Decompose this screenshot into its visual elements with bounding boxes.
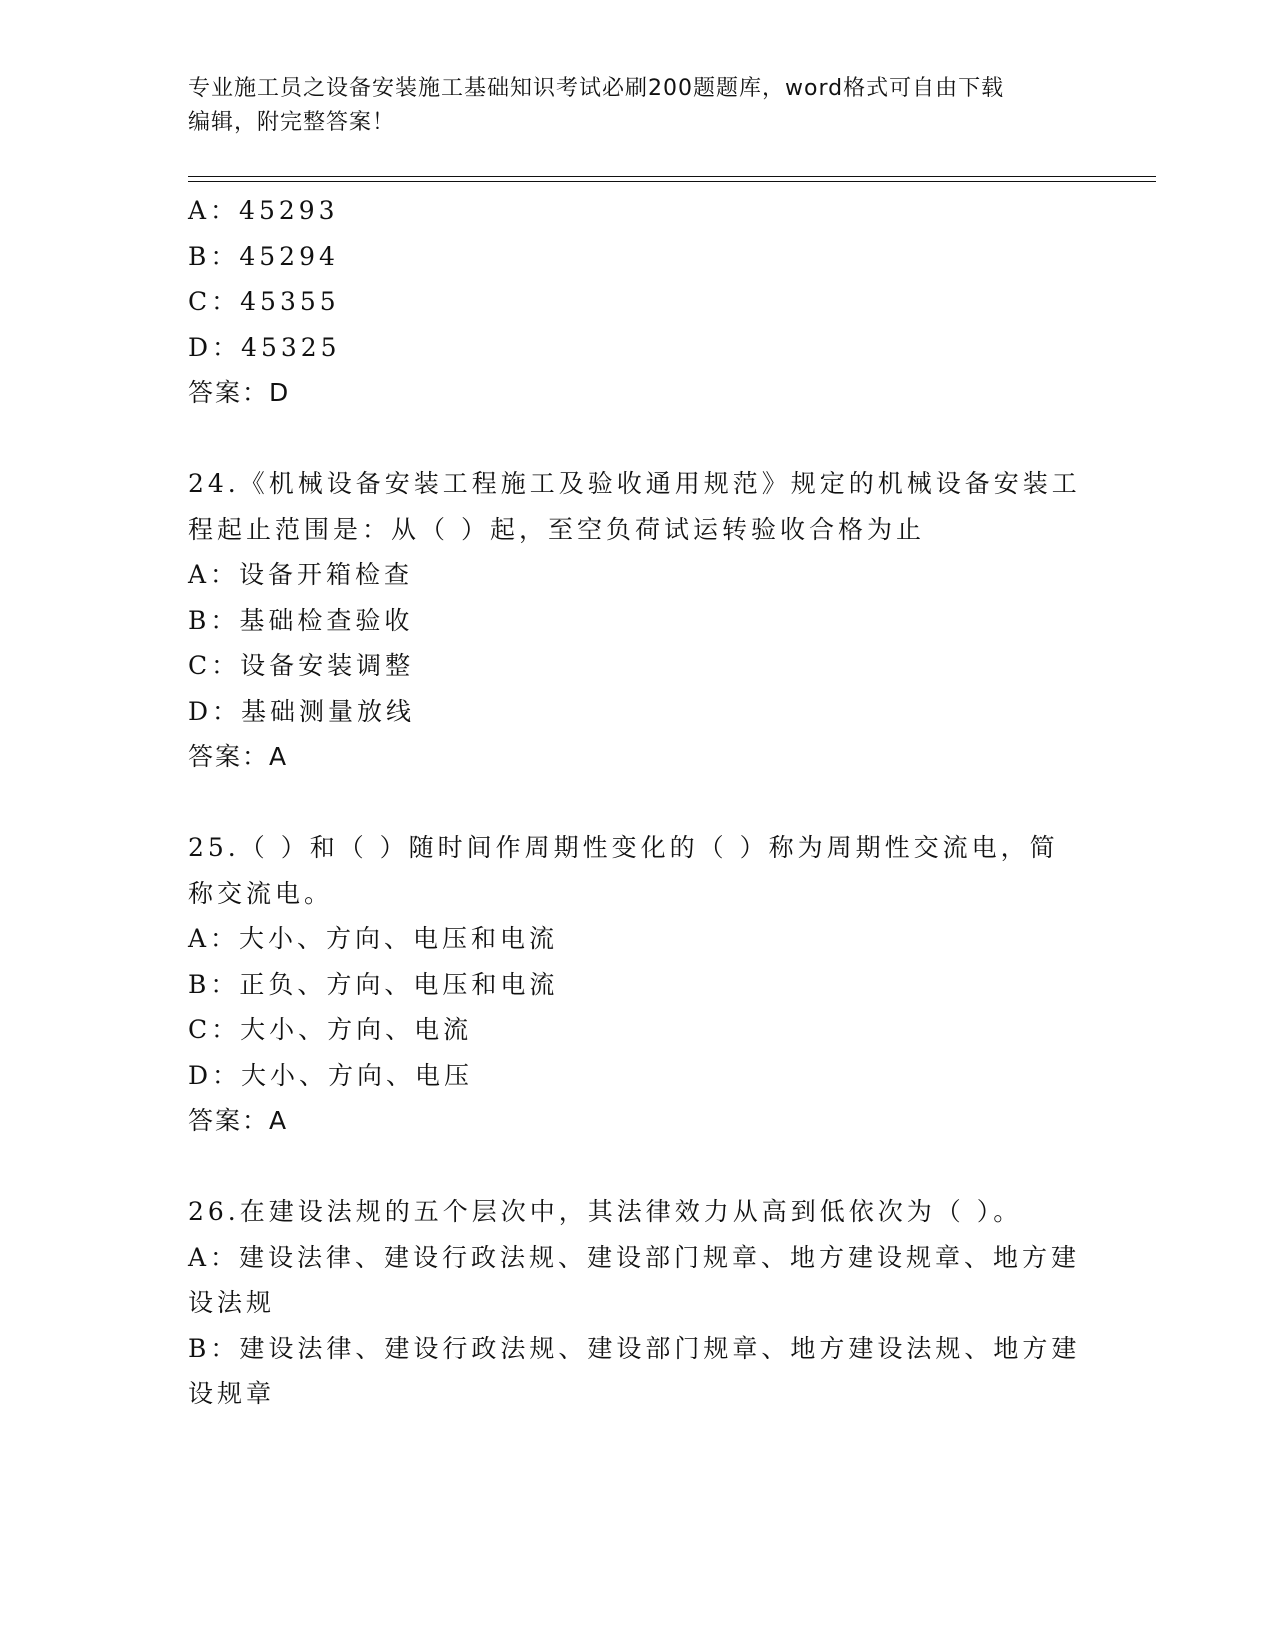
question-26-option-b-line-2: 设规章 (188, 1379, 276, 1408)
question-24-stem-line-1: 24.《机械设备安装工程施工及验收通用规范》规定的机械设备安装工 (188, 469, 1081, 498)
question-26 (188, 1189, 1081, 1417)
question-25-stem-line-1: 25.（ ）和（ ）随时间作周期性变化的（ ）称为周期性交流电，简 (188, 833, 1059, 862)
question-24-option-a: A：设备开箱检查 (188, 560, 414, 589)
header-title-line-1: 专业施工员之设备安装施工基础知识考试必刷200题题库，word格式可自由下载 (188, 76, 1005, 101)
question-24 (188, 461, 1081, 780)
question-25-answer: 答案：A (188, 1106, 289, 1135)
header-divider-bottom (188, 181, 1156, 182)
question-24-answer: 答案：A (188, 742, 289, 771)
spacer (188, 1144, 1078, 1190)
question-26-option-a-line-1: A：建设法律、建设行政法规、建设部门规章、地方建设规章、地方建 (188, 1242, 1081, 1272)
question-23-option-d: D：45325 (188, 332, 341, 362)
question-24-option-b: B：基础检查验收 (188, 605, 414, 635)
document-header (188, 72, 1088, 140)
question-23-answer: 答案：D (188, 378, 291, 407)
question-25-option-c: C：大小、方向、电流 (188, 1015, 473, 1044)
question-23-option-b: B：45294 (188, 241, 339, 271)
question-25-option-d: D：大小、方向、电压 (188, 1060, 474, 1090)
spacer (188, 780, 1078, 826)
question-25-stem-line-2: 称交流电。 (188, 878, 334, 908)
question-24-option-d: D：基础测量放线 (188, 696, 416, 726)
spacer (188, 416, 1078, 462)
question-23-option-a: A：45293 (188, 196, 339, 225)
question-23-option-c: C：45355 (188, 287, 340, 316)
question-25-option-a: A：大小、方向、电压和电流 (188, 924, 559, 953)
question-26-option-a-line-2: 设法规 (188, 1288, 276, 1317)
header-divider-top (188, 176, 1156, 177)
question-25-option-b: B：正负、方向、电压和电流 (188, 969, 559, 999)
question-list (188, 188, 1081, 1417)
question-26-option-b-line-1: B：建设法律、建设行政法规、建设部门规章、地方建设法规、地方建 (188, 1333, 1081, 1363)
question-23 (188, 188, 1078, 416)
question-24-stem-line-2: 程起止范围是：从（ ）起，至空负荷试运转验收合格为止 (188, 514, 925, 544)
question-25 (188, 825, 1078, 1144)
header-title-line-2: 编辑，附完整答案！ (188, 110, 396, 135)
question-24-option-c: C：设备安装调整 (188, 651, 415, 680)
question-26-stem-line-1: 26.在建设法规的五个层次中，其法律效力从高到低依次为（ ）。 (188, 1197, 1023, 1226)
